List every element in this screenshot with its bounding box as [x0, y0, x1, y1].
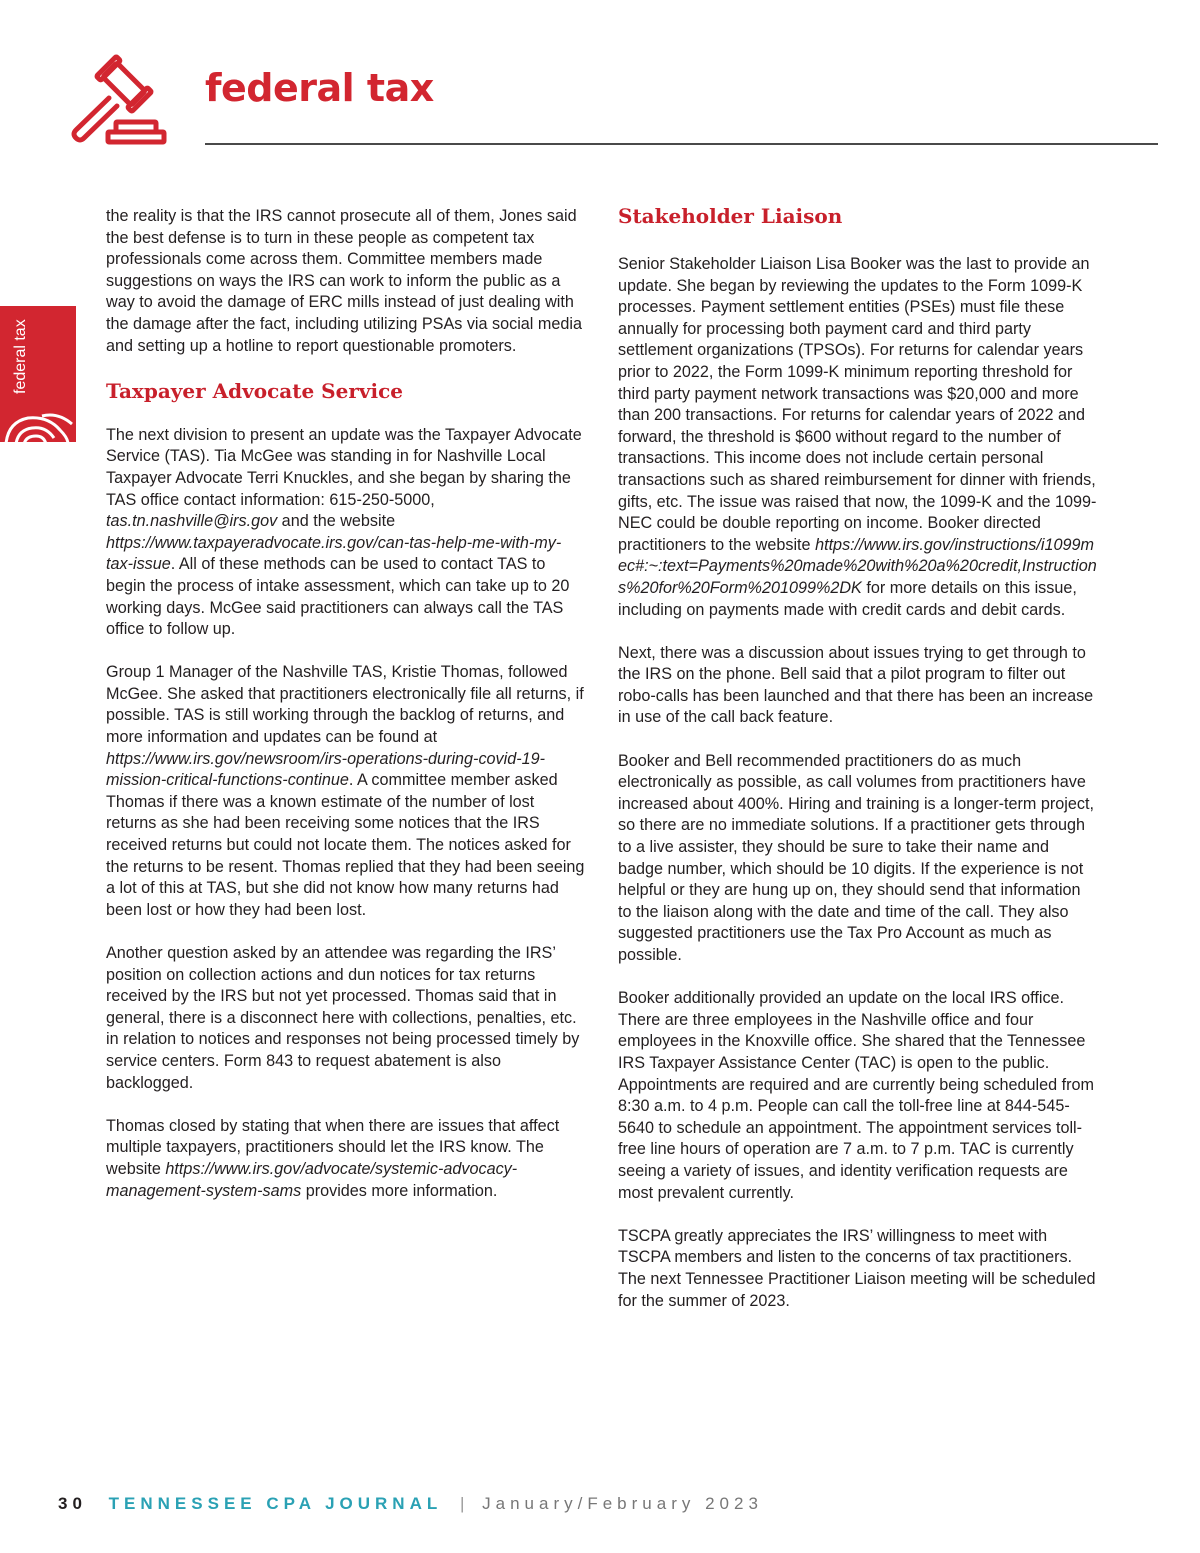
- paragraph: Senior Stakeholder Liaison Lisa Booker was the last to provide an update. She began by reviewing the updates to the Form 1099-K processes. Payment settlement entities (PSEs) must file these annually for processing both payment card and third party settlement organizations (TPSOs). For returns for calendar years prior to 2022, the Form 1099-K minimum reporting threshold for third party payment network transactions was $20,000 and more than 200 transactions. For returns for calendar years of 2022 and forward, the threshold is $600 without regard to the number of transactions. This income does not include certain personal transactions such as shared reimbursement for dinner with friends, gifts, etc. The issue was raised that now, the 1099-K and the 1099-NEC could be double reporting on income. Booker directed practitioners to the website https://www.irs.gov/instructions/i1099mec#:~:text=Payments%20made%20with%20a%20credit,Instructions%20for%20Form%201099%2DK for more details on this issue, including on payments made with credit cards and debit cards.: [618, 255, 1097, 619]
- paragraph: Booker additionally provided an update on the local IRS office. There are three employees in the Nashville office and four employees in the Knoxville office. She shared that the Tennessee IRS Taxpayer Assistance Center (TAC) is open to the public. Appointments are required and are currently being scheduled from 8:30 a.m. to 4 p.m. People can call the toll-free line at 844-545-5640 to schedule an appointment. The appointment services toll-free line hours of operation are 7 a.m. to 7 p.m. TAC is currently seeing a variety of issues, and identity verification requests are most prevalent currently.: [618, 989, 1095, 1202]
- journal-name: TENNESSEE CPA JOURNAL: [108, 1494, 443, 1513]
- paragraph: Next, there was a discussion about issues trying to get through to the IRS on the phone. Bell said that a pilot program to filter out robo-calls has been launched and that there has been an increase in use of the call back feature.: [618, 643, 1094, 727]
- section-heading-stakeholder-liaison: Stakeholder Liaison: [618, 204, 843, 228]
- paragraph: the reality is that the IRS cannot prosecute all of them, Jones said the best defense is to turn in these people as competent tax professionals come across them. Committee members made suggestions on ways the IRS can work to inform the public as a way to avoid the damage of ERC mills instead of just dealing with the damage after the fact, including utilizing PSAs via social media and setting up a hotline to report questionable promoters.: [106, 207, 582, 355]
- form-1099k-link[interactable]: https://www.irs.gov/instructions/i1099mec#:~:text=Payments%20made%20with%20a%20credit,Instructions%20for%20Form%201099%2DK: [618, 535, 1097, 597]
- email-link[interactable]: tas.tn.nashville@irs.gov: [106, 512, 278, 531]
- paragraph: Group 1 Manager of the Nashville TAS, Kristie Thomas, followed McGee. She asked that practitioners electronically file all returns, if possible. TAS is still working through the backlog of returns, and more information and updates can be found at https://www.irs.gov/newsroom/irs-operations-during-covid-19-mission-critical-functions-continue. A committee member asked Thomas if there was a known estimate of the number of lost returns as she had been receiving some notices that the IRS received returns but could not locate them. The notices asked for the returns to be resent. Thomas replied that they had been seeing a lot of this at TAS, but she did not know how many returns had been lost or how they had been lost.: [106, 663, 585, 919]
- issue-date: January/February 2023: [482, 1494, 763, 1513]
- page-title: federal tax: [205, 66, 434, 110]
- section-heading-taxpayer-advocate-service: Taxpayer Advocate Service: [106, 378, 403, 403]
- tas-website-link[interactable]: https://www.taxpayeradvocate.irs.gov/can-tas-help-me-with-my-tax-issue: [106, 533, 562, 574]
- paragraph: TSCPA greatly appreciates the IRS’ willingness to meet with TSCPA members and listen to the concerns of tax practitioners. The next Tennessee Practitioner Liaison meeting will be scheduled for the summer of 2023.: [618, 1226, 1096, 1310]
- sams-link[interactable]: https://www.irs.gov/advocate/systemic-advocacy-management-system-sams: [106, 1159, 518, 1200]
- paragraph: Thomas closed by stating that when there are issues that affect multiple taxpayers, practitioners should let the IRS know. The website https://www.irs.gov/advocate/systemic-advocacy-management-system-sams provides more information.: [106, 1116, 560, 1200]
- page-number: 30: [58, 1494, 87, 1513]
- header-divider: [205, 143, 1158, 145]
- gavel-icon: [66, 50, 172, 146]
- left-column: [106, 206, 586, 1224]
- tscpa-logo-icon: [2, 410, 74, 442]
- page-footer: [58, 1494, 763, 1514]
- right-column: [618, 206, 1098, 1334]
- paragraph: The next division to present an update was the Taxpayer Advocate Service (TAS). Tia McGee was standing in for Nashville Local Taxpayer Advocate Terri Knuckles, and she began by sharing the TAS office contact information: 615-250-5000, tas.tn.nashville@irs.gov and the website https://www.taxpayeradvocate.irs.gov/can-tas-help-me-with-my-tax-issue. All of these methods can be used to contact TAS to begin the process of intake assessment, which can take up to 20 working days. McGee said practitioners can always call the TAS office to follow up.: [106, 425, 582, 639]
- side-tab-label: federal tax: [12, 319, 29, 394]
- paragraph: Another question asked by an attendee was regarding the IRS’ position on collection actions and dun notices for tax returns received by the IRS but not yet processed. Thomas said that in general, there is a disconnect here with collections, penalties, etc. in relation to notices and responses not being processed timely by service centers. Form 843 to request abatement is also backlogged.: [106, 944, 580, 1092]
- footer-separator: |: [459, 1494, 465, 1513]
- irs-operations-link[interactable]: https://www.irs.gov/newsroom/irs-operations-during-covid-19-mission-critical-functions-continue: [106, 749, 546, 790]
- paragraph: Booker and Bell recommended practitioners do as much electronically as possible, as call volumes from practitioners have increased about 400%. Hiring and training is a longer-term project, so there are no immediate solutions. If a practitioner gets through to a live assister, they should be sure to take their name and badge number, which should be 10 digits. If the experience is not helpful or they are hung up on, they should send that information to the liaison along with the date and time of the call. They also suggested practitioners use the Tax Pro Account as much as possible.: [618, 751, 1094, 964]
